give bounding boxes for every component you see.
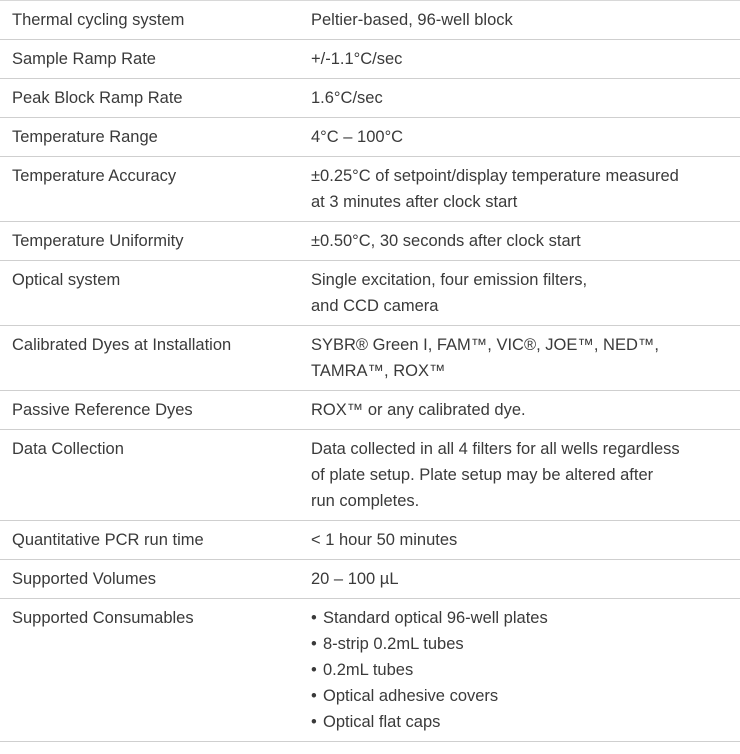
spec-row (0, 261, 740, 326)
consumables-list (311, 605, 730, 735)
spec-row (0, 157, 740, 222)
spec-value (311, 1, 740, 40)
spec-value (311, 261, 740, 326)
bullet-icon: • (311, 661, 317, 679)
spec-value-line: TAMRA™, ROX™ (311, 362, 446, 380)
spec-row (0, 326, 740, 391)
spec-value-line: ROX™ or any calibrated dye. (311, 401, 526, 419)
bullet-icon: • (311, 713, 317, 731)
spec-value-line: Single excitation, four emission filters, (311, 271, 588, 289)
spec-row (0, 430, 740, 521)
spec-value-line: ±0.25°C of setpoint/display temperature measured (311, 167, 679, 185)
spec-row (0, 391, 740, 430)
list-item (311, 631, 730, 657)
spec-value-line: SYBR® Green I, FAM™, VIC®, JOE™, NED™, (311, 336, 659, 354)
spec-value (311, 430, 740, 521)
spec-label: Optical system (12, 271, 121, 289)
spec-value (311, 326, 740, 391)
list-item-text: 0.2mL tubes (323, 661, 414, 679)
spec-label: Quantitative PCR run time (12, 531, 204, 549)
spec-value-line: Peltier-based, 96-well block (311, 11, 513, 29)
spec-row (0, 1, 740, 40)
spec-label: Supported Consumables (12, 609, 194, 627)
spec-label: Temperature Uniformity (12, 232, 184, 250)
spec-row (0, 40, 740, 79)
spec-value-line: 4°C – 100°C (311, 128, 404, 146)
spec-value-line: 20 – 100 µL (311, 570, 399, 588)
spec-row (0, 599, 740, 742)
spec-label: Passive Reference Dyes (12, 401, 193, 419)
spec-value (311, 599, 740, 742)
spec-value-line: run completes. (311, 492, 420, 510)
spec-label: Data Collection (12, 440, 124, 458)
spec-label: Calibrated Dyes at Installation (12, 336, 232, 354)
spec-value (311, 79, 740, 118)
spec-value-line: Data collected in all 4 filters for all wells regardless (311, 440, 680, 458)
spec-value (311, 157, 740, 222)
spec-value-line: ±0.50°C, 30 seconds after clock start (311, 232, 581, 250)
spec-value (311, 560, 740, 599)
spec-label: Supported Volumes (12, 570, 157, 588)
spec-value-line: at 3 minutes after clock start (311, 193, 518, 211)
spec-value (311, 40, 740, 79)
bullet-icon: • (311, 687, 317, 705)
list-item (311, 683, 730, 709)
spec-value-line: < 1 hour 50 minutes (311, 531, 458, 549)
list-item-text: Optical adhesive covers (323, 687, 499, 705)
bullet-icon: • (311, 635, 317, 653)
spec-value (311, 118, 740, 157)
list-item-text: Optical flat caps (323, 713, 441, 731)
spec-label: Peak Block Ramp Rate (12, 89, 183, 107)
spec-value-line: +/-1.1°C/sec (311, 50, 403, 68)
specifications-body (0, 1, 740, 742)
spec-value-line: of plate setup. Plate setup may be altered after (311, 466, 654, 484)
spec-row (0, 118, 740, 157)
spec-value (311, 391, 740, 430)
list-item (311, 605, 730, 631)
spec-row (0, 222, 740, 261)
list-item (311, 657, 730, 683)
spec-row (0, 560, 740, 599)
spec-label: Sample Ramp Rate (12, 50, 156, 68)
bullet-icon: • (311, 609, 317, 627)
list-item-text: Standard optical 96-well plates (323, 609, 548, 627)
list-item (311, 709, 730, 735)
spec-row (0, 79, 740, 118)
spec-label: Temperature Accuracy (12, 167, 177, 185)
spec-label: Temperature Range (12, 128, 158, 146)
list-item-text: 8-strip 0.2mL tubes (323, 635, 464, 653)
spec-value (311, 222, 740, 261)
spec-value-line: 1.6°C/sec (311, 89, 383, 107)
spec-value-line: and CCD camera (311, 297, 439, 315)
spec-row (0, 521, 740, 560)
spec-value (311, 521, 740, 560)
spec-label: Thermal cycling system (12, 11, 185, 29)
